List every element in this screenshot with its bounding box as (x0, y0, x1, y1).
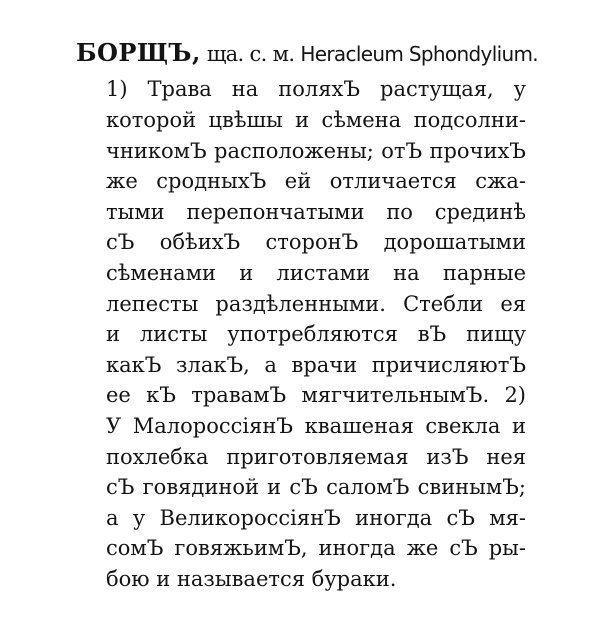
entry-line: сѣменами и листами на парные (106, 261, 526, 285)
entry-line: похлебка приготовляемая изЪ нея (106, 445, 526, 469)
entry-line: ее кЪ травамЪ мягчительнымЪ. 2) (106, 383, 526, 407)
entry-line: сЪ говядиной и сЪ саломЪ свинымЪ; (106, 475, 526, 499)
entry-line: какЪ злакЪ, а врачи причисляютЪ (106, 353, 526, 377)
latin-name: Heracleum Sphondylium. (300, 42, 538, 66)
headword: БОРЩЪ, (76, 38, 201, 67)
entry-line: бою и называется бураки. (106, 567, 397, 591)
entry-first-line (76, 38, 538, 68)
entry-line: чникомЪ расположены; отЪ прочихЪ (106, 139, 526, 163)
entry-line: и листы употребляются вЪ пищу (106, 322, 526, 346)
entry-line: же сродныхЪ ей отличается сжа- (106, 169, 526, 193)
grammar-note: ща. с. м. (200, 42, 301, 66)
entry-line: тыми перепончатыми по срединѣ (106, 200, 526, 224)
entry-line: сомЪ говяжьимЪ, иногда же сЪ ры- (106, 536, 526, 560)
entry-line: 1) Трава на поляхЪ растущая, у (106, 77, 526, 101)
entry-line: лепесты раздѣленными. Стебли ея (106, 292, 526, 316)
entry-line: сЪ обѣихЪ сторонЪ дорошатыми (106, 230, 526, 254)
entry-line: а у ВеликороссіянЪ иногда сЪ мя- (106, 506, 526, 530)
entry-line: которой цвѣшы и сѣмена подсолни- (106, 108, 526, 132)
entry-line: У МалороссіянЪ квашеная свекла и (106, 414, 526, 438)
